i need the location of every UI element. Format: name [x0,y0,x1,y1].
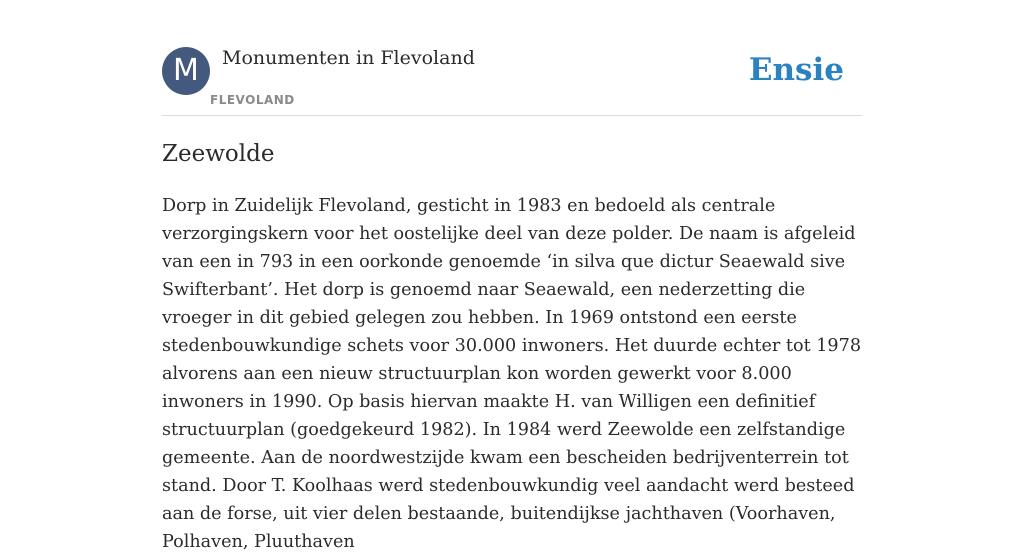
page-header [162,46,862,116]
avatar[interactable]: M [162,47,210,95]
category-label[interactable]: FLEVOLAND [210,93,295,107]
article-body: Dorp in Zuidelijk Flevoland, gesticht in 1983 en bedoeld als centrale verzorgingskern voor het oostelijke deel van deze polder. De naam is afgeleid van een in 793 in een oorkonde genoemde ‘in silva que dictur Seaewald sive Swifterbant’. Het dorp is genoemd naar Seaewald, een nederzetting die vroeger in dit gebied gelegen zou hebben. In 1969 ontstond een eerste stedenbouwkundige schets voor 30.000 inwoners. Het duurde echter tot 1978 alvorens aan een nieuw structuurplan kon worden gewerkt voor 8.000 inwoners in 1990. Op basis hiervan maakte H. van Willigen een definitief structuurplan (goedgekeurd 1982). In 1984 werd Zeewolde een zelfstandige gemeente. Aan de noordwestzijde kwam een bescheiden bedrijventerrein tot stand. Door T. Koolhaas werd stedenbouwkundig veel aandacht werd besteed aan de forse, uit vier delen bestaande, buitendijkse jachthaven (Voorhaven, Polhaven, Pluuthaven [162,196,862,552]
collection-title[interactable]: Monumenten in Flevoland [222,47,475,69]
ensie-logo[interactable]: Ensie [748,52,844,88]
article-title: Zeewolde [162,141,275,167]
